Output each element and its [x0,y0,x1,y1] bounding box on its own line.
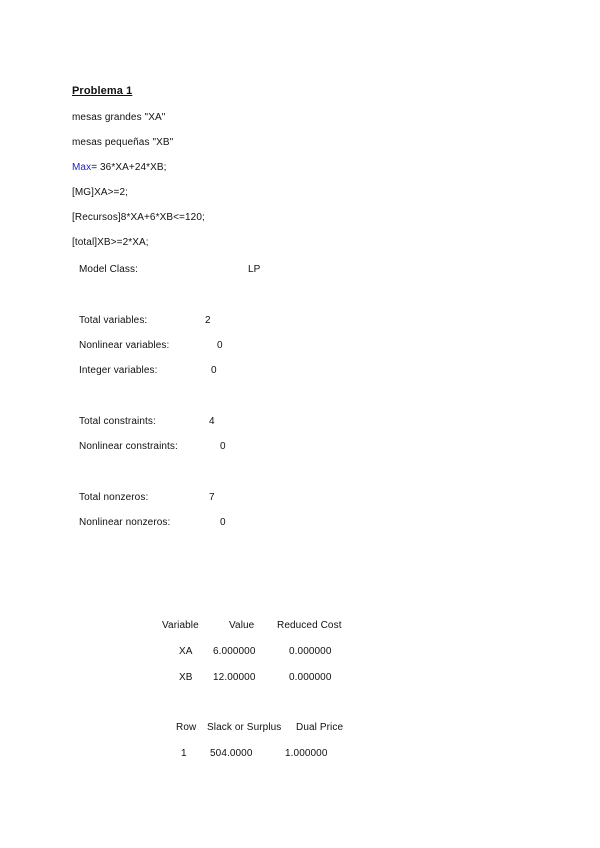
variable-reduced-cost-xb: 0.000000 [289,672,332,683]
page-title: Problema 1 [72,85,133,97]
nonlinear-variables-label: Nonlinear variables: [79,340,170,351]
variable-name-xb: XB [179,672,193,683]
rows-header-dual-price: Dual Price [296,722,344,733]
variables-header-value: Value [229,620,255,631]
total-variables-label: Total variables: [79,315,148,326]
total-constraints-value: 4 [209,416,215,427]
model-line-constraint-total: [total]XB>=2*XA; [72,237,149,248]
model-class-value: LP [248,264,261,275]
model-line-objective [72,162,167,173]
nonlinear-nonzeros-label: Nonlinear nonzeros: [79,517,171,528]
nonlinear-constraints-label: Nonlinear constraints: [79,441,178,452]
model-line-var-a: mesas grandes "XA" [72,112,166,123]
row-dual-price-1: 1.000000 [285,748,328,759]
total-constraints-label: Total constraints: [79,416,156,427]
model-class-label: Model Class: [79,264,138,275]
total-variables-value: 2 [205,315,211,326]
nonlinear-nonzeros-value: 0 [220,517,226,528]
total-nonzeros-label: Total nonzeros: [79,492,149,503]
integer-variables-value: 0 [211,365,217,376]
total-nonzeros-value: 7 [209,492,215,503]
nonlinear-variables-value: 0 [217,340,223,351]
variables-header-variable: Variable [162,620,199,631]
model-line-constraint-recursos: [Recursos]8*XA+6*XB<=120; [72,212,205,223]
objective-expression: = 36*XA+24*XB; [91,162,167,173]
row-number-1: 1 [181,748,187,759]
model-line-var-b: mesas pequeñas "XB" [72,137,174,148]
variable-value-xb: 12.00000 [213,672,256,683]
variable-value-xa: 6.000000 [213,646,256,657]
rows-header-slack-or-surplus: Slack or Surplus [207,722,282,733]
variables-header-reduced-cost: Reduced Cost [277,620,342,631]
objective-keyword: Max [72,162,92,173]
model-line-constraint-mg: [MG]XA>=2; [72,187,129,198]
variable-reduced-cost-xa: 0.000000 [289,646,332,657]
integer-variables-label: Integer variables: [79,365,158,376]
rows-header-row: Row [176,722,197,733]
variable-name-xa: XA [179,646,193,657]
row-slack-1: 504.0000 [210,748,253,759]
nonlinear-constraints-value: 0 [220,441,226,452]
